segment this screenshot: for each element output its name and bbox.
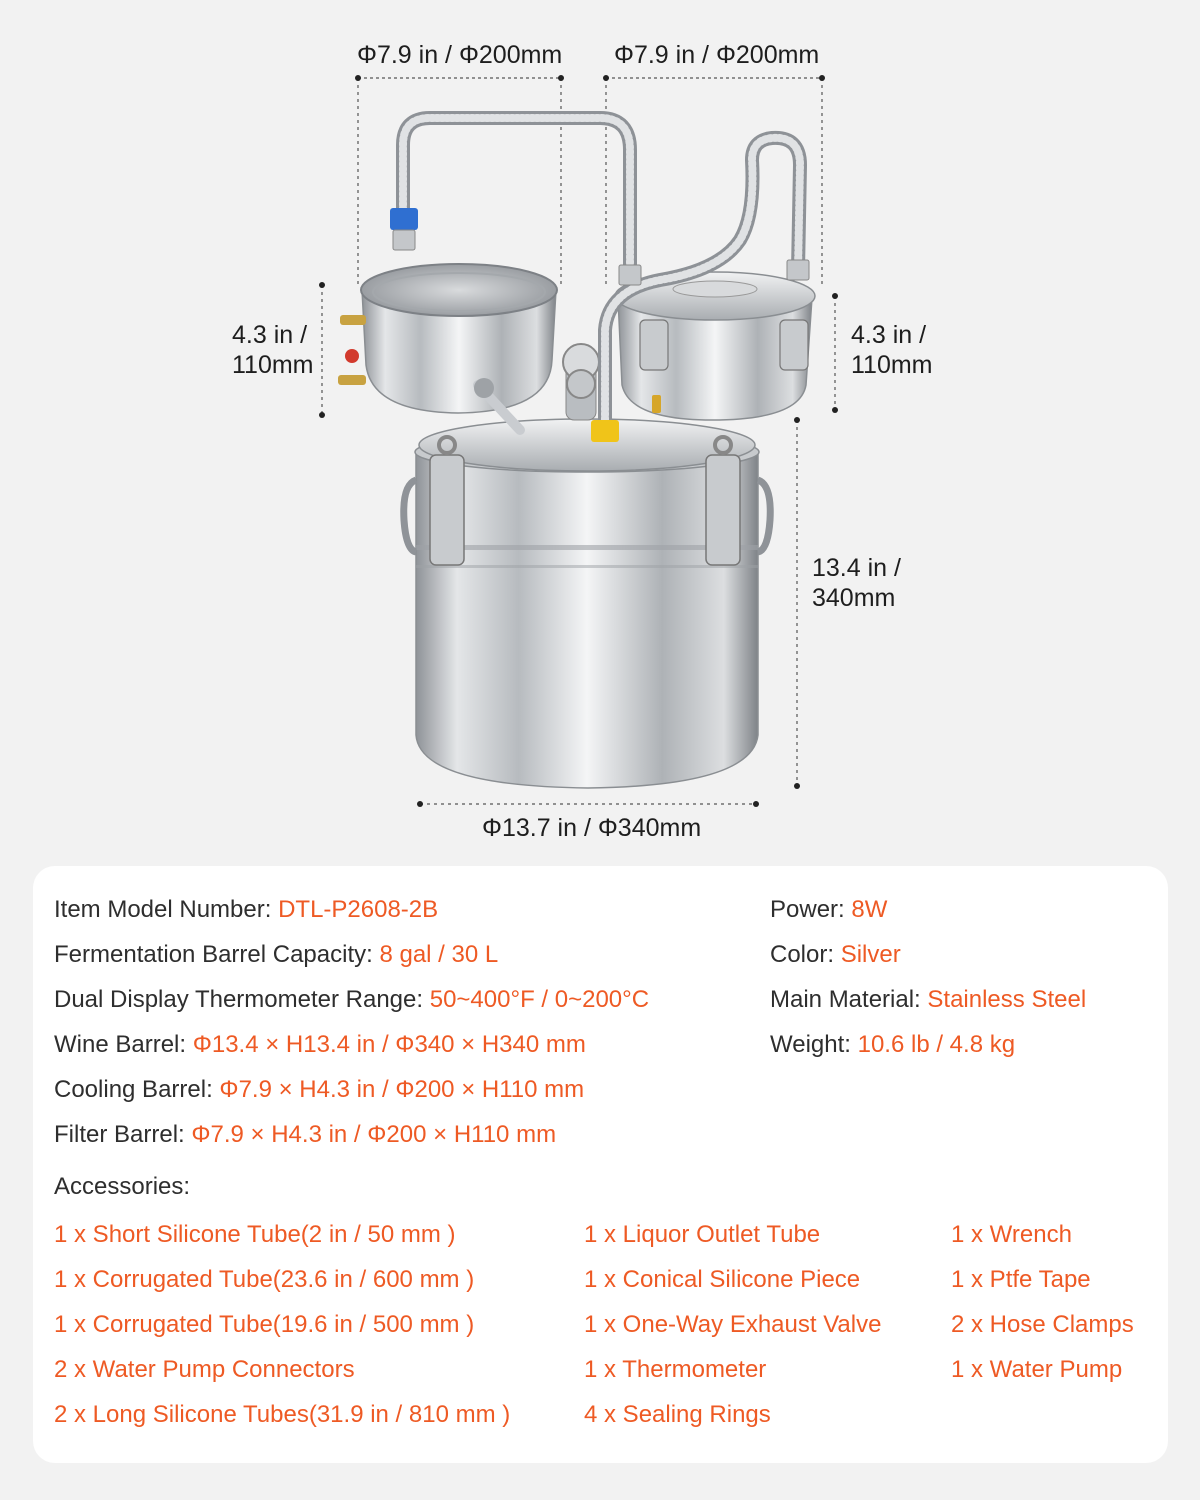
right-top-diameter-label: Φ7.9 in / Φ200mm — [614, 41, 820, 69]
accessory-item: 2 x Water Pump Connectors — [54, 1356, 355, 1383]
left-height-label-line2: 110mm — [232, 351, 314, 379]
spec-material — [770, 985, 1086, 1015]
accessory-item: 2 x Long Silicone Tubes(31.9 in / 810 mm ) — [54, 1401, 511, 1428]
accessory-item: 1 x Conical Silicone Piece — [584, 1266, 861, 1293]
thermometer-gauge — [563, 344, 599, 420]
spec-value: Silver — [840, 941, 901, 968]
spec-value: 50~400°F / 0~200°C — [429, 986, 650, 1013]
spec-value: 8W — [851, 896, 888, 923]
spec-label: Cooling Barrel: — [54, 1076, 220, 1103]
spec-label: Main Material: — [770, 986, 928, 1013]
left-top-diameter-label: Φ7.9 in / Φ200mm — [357, 41, 563, 69]
spec-label: Fermentation Barrel Capacity: — [54, 941, 380, 968]
spec-value: Φ7.9 × H4.3 in / Φ200 × H110 mm — [191, 1121, 557, 1148]
left-height-label-line1: 4.3 in / — [232, 321, 308, 349]
spec-thermometer — [54, 985, 649, 1015]
accessory-item: 1 x Corrugated Tube(19.6 in / 500 mm ) — [54, 1311, 475, 1338]
accessory-item: 1 x Ptfe Tape — [951, 1266, 1091, 1293]
spec-wine-barrel — [54, 1030, 586, 1060]
spec-value: 8 gal / 30 L — [379, 941, 499, 968]
spec-value: 10.6 lb / 4.8 kg — [857, 1031, 1016, 1058]
accessory-item: 1 x One-Way Exhaust Valve — [584, 1311, 882, 1338]
spec-value: Stainless Steel — [927, 986, 1087, 1013]
accessory-item: 4 x Sealing Rings — [584, 1401, 771, 1428]
spec-power — [770, 895, 887, 925]
cooling-barrel — [615, 272, 815, 420]
accessory-item: 1 x Liquor Outlet Tube — [584, 1221, 821, 1248]
main-height-label-line2: 340mm — [812, 584, 896, 612]
main-height-label-line1: 13.4 in / — [812, 554, 901, 582]
wine-barrel — [404, 419, 771, 788]
accessory-item: 1 x Thermometer — [584, 1356, 767, 1383]
spec-cooling-barrel — [54, 1075, 584, 1105]
spec-label: Wine Barrel: — [54, 1031, 193, 1058]
accessory-item: 1 x Water Pump — [951, 1356, 1123, 1383]
spec-label: Dual Display Thermometer Range: — [54, 986, 430, 1013]
spec-value: DTL-P2608-2B — [278, 896, 439, 923]
spec-label: Power: — [770, 896, 852, 923]
spec-value: Φ13.4 × H13.4 in / Φ340 × H340 mm — [192, 1031, 586, 1058]
accessory-item: 1 x Corrugated Tube(23.6 in / 600 mm ) — [54, 1266, 475, 1293]
spec-color — [770, 940, 901, 970]
accessory-item: 2 x Hose Clamps — [951, 1311, 1134, 1338]
right-height-label-line1: 4.3 in / — [851, 321, 927, 349]
spec-model — [54, 895, 438, 925]
spec-label: Color: — [770, 941, 841, 968]
spec-label: Weight: — [770, 1031, 858, 1058]
filter-barrel — [338, 264, 557, 430]
spec-filter-barrel — [54, 1120, 556, 1150]
spec-capacity — [54, 940, 498, 970]
accessory-item: 1 x Wrench — [951, 1221, 1072, 1248]
spec-label: Item Model Number: — [54, 896, 279, 923]
accessories-heading: Accessories: — [54, 1173, 191, 1200]
bottom-diameter-label: Φ13.7 in / Φ340mm — [482, 814, 702, 842]
accessory-item: 1 x Short Silicone Tube(2 in / 50 mm ) — [54, 1221, 456, 1248]
spec-value: Φ7.9 × H4.3 in / Φ200 × H110 mm — [219, 1076, 585, 1103]
spec-weight — [770, 1030, 1015, 1060]
spec-label: Filter Barrel: — [54, 1121, 192, 1148]
right-height-label-line2: 110mm — [851, 351, 933, 379]
